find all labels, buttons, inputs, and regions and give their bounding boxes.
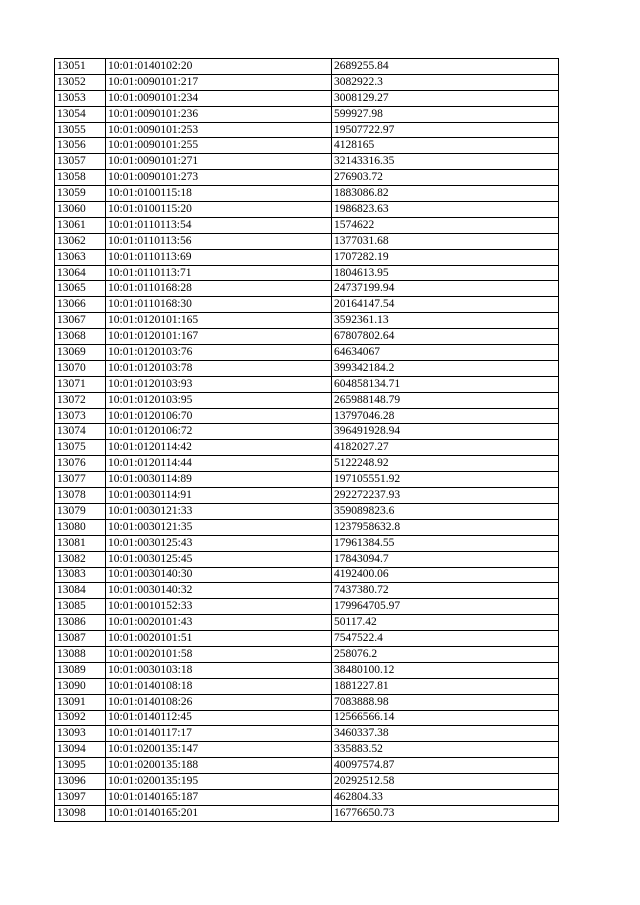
table-row xyxy=(55,646,559,662)
row-number-cell: 13067 xyxy=(55,313,106,329)
value-cell: 1377031.68 xyxy=(332,233,559,249)
value-cell: 1237958632.8 xyxy=(332,519,559,535)
row-number-cell: 13077 xyxy=(55,472,106,488)
row-number-cell: 13052 xyxy=(55,74,106,90)
row-number-cell: 13089 xyxy=(55,662,106,678)
table-row xyxy=(55,456,559,472)
value-cell: 64634067 xyxy=(332,345,559,361)
table-row xyxy=(55,217,559,233)
row-number-cell: 13071 xyxy=(55,376,106,392)
row-number-cell: 13082 xyxy=(55,551,106,567)
table-row xyxy=(55,249,559,265)
table-row xyxy=(55,345,559,361)
cadastral-number-cell: 10:01:0140112:45 xyxy=(106,710,332,726)
table-row xyxy=(55,519,559,535)
cadastral-number-cell: 10:01:0020101:51 xyxy=(106,631,332,647)
value-cell: 5122248.92 xyxy=(332,456,559,472)
table-row xyxy=(55,392,559,408)
table-row xyxy=(55,281,559,297)
cadastral-number-cell: 10:01:0110113:69 xyxy=(106,249,332,265)
value-cell: 4128165 xyxy=(332,138,559,154)
value-cell: 20164147.54 xyxy=(332,297,559,313)
row-number-cell: 13060 xyxy=(55,202,106,218)
cadastral-number-cell: 10:01:0030140:32 xyxy=(106,583,332,599)
value-cell: 7437380.72 xyxy=(332,583,559,599)
table-row xyxy=(55,154,559,170)
value-cell: 599927.98 xyxy=(332,106,559,122)
cadastral-number-cell: 10:01:0120103:76 xyxy=(106,345,332,361)
row-number-cell: 13088 xyxy=(55,646,106,662)
row-number-cell: 13090 xyxy=(55,678,106,694)
cadastral-number-cell: 10:01:0200135:188 xyxy=(106,758,332,774)
cadastral-number-cell: 10:01:0010152:33 xyxy=(106,599,332,615)
table-row xyxy=(55,551,559,567)
cadastral-number-cell: 10:01:0120103:95 xyxy=(106,392,332,408)
row-number-cell: 13074 xyxy=(55,424,106,440)
cadastral-number-cell: 10:01:0140102:20 xyxy=(106,59,332,75)
cadastral-number-cell: 10:01:0110168:30 xyxy=(106,297,332,313)
table-row xyxy=(55,662,559,678)
table-row xyxy=(55,789,559,805)
row-number-cell: 13068 xyxy=(55,329,106,345)
cadastral-number-cell: 10:01:0110113:71 xyxy=(106,265,332,281)
row-number-cell: 13065 xyxy=(55,281,106,297)
row-number-cell: 13072 xyxy=(55,392,106,408)
value-cell: 197105551.92 xyxy=(332,472,559,488)
cadastral-number-cell: 10:01:0120103:78 xyxy=(106,360,332,376)
row-number-cell: 13095 xyxy=(55,758,106,774)
table-row xyxy=(55,122,559,138)
row-number-cell: 13059 xyxy=(55,186,106,202)
value-cell: 3592361.13 xyxy=(332,313,559,329)
cadastral-number-cell: 10:01:0030121:35 xyxy=(106,519,332,535)
row-number-cell: 13062 xyxy=(55,233,106,249)
value-cell: 2689255.84 xyxy=(332,59,559,75)
table-row xyxy=(55,631,559,647)
cadastral-number-cell: 10:01:0090101:273 xyxy=(106,170,332,186)
row-number-cell: 13092 xyxy=(55,710,106,726)
value-cell: 179964705.97 xyxy=(332,599,559,615)
value-cell: 3460337.38 xyxy=(332,726,559,742)
cadastral-number-cell: 10:01:0200135:195 xyxy=(106,774,332,790)
row-number-cell: 13055 xyxy=(55,122,106,138)
cadastral-number-cell: 10:01:0100115:20 xyxy=(106,202,332,218)
row-number-cell: 13075 xyxy=(55,440,106,456)
value-cell: 4182027.27 xyxy=(332,440,559,456)
table-row xyxy=(55,106,559,122)
cadastral-value-table xyxy=(54,58,559,822)
value-cell: 1986823.63 xyxy=(332,202,559,218)
value-cell: 24737199.94 xyxy=(332,281,559,297)
row-number-cell: 13073 xyxy=(55,408,106,424)
value-cell: 17961384.55 xyxy=(332,535,559,551)
row-number-cell: 13097 xyxy=(55,789,106,805)
value-cell: 292272237.93 xyxy=(332,488,559,504)
value-cell: 7083888.98 xyxy=(332,694,559,710)
cadastral-number-cell: 10:01:0120114:42 xyxy=(106,440,332,456)
row-number-cell: 13096 xyxy=(55,774,106,790)
value-cell: 12566566.14 xyxy=(332,710,559,726)
cadastral-number-cell: 10:01:0090101:271 xyxy=(106,154,332,170)
value-cell: 4192400.06 xyxy=(332,567,559,583)
row-number-cell: 13066 xyxy=(55,297,106,313)
value-cell: 265988148.79 xyxy=(332,392,559,408)
cadastral-number-cell: 10:01:0090101:255 xyxy=(106,138,332,154)
cadastral-number-cell: 10:01:0030114:91 xyxy=(106,488,332,504)
cadastral-number-cell: 10:01:0140108:18 xyxy=(106,678,332,694)
value-cell: 13797046.28 xyxy=(332,408,559,424)
value-cell: 276903.72 xyxy=(332,170,559,186)
row-number-cell: 13091 xyxy=(55,694,106,710)
cadastral-number-cell: 10:01:0030121:33 xyxy=(106,503,332,519)
table-row xyxy=(55,90,559,106)
table-row xyxy=(55,488,559,504)
table-row xyxy=(55,408,559,424)
cadastral-number-cell: 10:01:0140165:201 xyxy=(106,805,332,821)
cadastral-number-cell: 10:01:0200135:147 xyxy=(106,742,332,758)
cadastral-number-cell: 10:01:0140108:26 xyxy=(106,694,332,710)
row-number-cell: 13086 xyxy=(55,615,106,631)
row-number-cell: 13063 xyxy=(55,249,106,265)
value-cell: 19507722.97 xyxy=(332,122,559,138)
value-cell: 462804.33 xyxy=(332,789,559,805)
value-cell: 399342184.2 xyxy=(332,360,559,376)
table-row xyxy=(55,376,559,392)
table-row xyxy=(55,535,559,551)
table-row xyxy=(55,472,559,488)
cadastral-number-cell: 10:01:0020101:43 xyxy=(106,615,332,631)
value-cell: 1707282.19 xyxy=(332,249,559,265)
cadastral-number-cell: 10:01:0110113:54 xyxy=(106,217,332,233)
table-row xyxy=(55,599,559,615)
table-row xyxy=(55,186,559,202)
row-number-cell: 13079 xyxy=(55,503,106,519)
value-cell: 40097574.87 xyxy=(332,758,559,774)
row-number-cell: 13053 xyxy=(55,90,106,106)
value-cell: 258076.2 xyxy=(332,646,559,662)
value-cell: 396491928.94 xyxy=(332,424,559,440)
cadastral-number-cell: 10:01:0100115:18 xyxy=(106,186,332,202)
table-row xyxy=(55,360,559,376)
cadastral-number-cell: 10:01:0110168:28 xyxy=(106,281,332,297)
value-cell: 1574622 xyxy=(332,217,559,233)
cadastral-number-cell: 10:01:0110113:56 xyxy=(106,233,332,249)
value-cell: 16776650.73 xyxy=(332,805,559,821)
table-row xyxy=(55,583,559,599)
value-cell: 359089823.6 xyxy=(332,503,559,519)
cadastral-number-cell: 10:01:0140117:17 xyxy=(106,726,332,742)
value-cell: 32143316.35 xyxy=(332,154,559,170)
table-row xyxy=(55,329,559,345)
row-number-cell: 13093 xyxy=(55,726,106,742)
table-row xyxy=(55,678,559,694)
table-row xyxy=(55,503,559,519)
table-row xyxy=(55,313,559,329)
row-number-cell: 13081 xyxy=(55,535,106,551)
value-cell: 3082922.3 xyxy=(332,74,559,90)
table-row xyxy=(55,202,559,218)
row-number-cell: 13057 xyxy=(55,154,106,170)
cadastral-number-cell: 10:01:0030114:89 xyxy=(106,472,332,488)
cadastral-number-cell: 10:01:0120101:165 xyxy=(106,313,332,329)
value-cell: 1804613.95 xyxy=(332,265,559,281)
row-number-cell: 13056 xyxy=(55,138,106,154)
value-cell: 3008129.27 xyxy=(332,90,559,106)
row-number-cell: 13076 xyxy=(55,456,106,472)
table-row xyxy=(55,170,559,186)
value-cell: 7547522.4 xyxy=(332,631,559,647)
table-row xyxy=(55,297,559,313)
table-row xyxy=(55,726,559,742)
table-row xyxy=(55,694,559,710)
cadastral-number-cell: 10:01:0140165:187 xyxy=(106,789,332,805)
value-cell: 20292512.58 xyxy=(332,774,559,790)
cadastral-number-cell: 10:01:0120114:44 xyxy=(106,456,332,472)
table-row xyxy=(55,567,559,583)
value-cell: 17843094.7 xyxy=(332,551,559,567)
row-number-cell: 13069 xyxy=(55,345,106,361)
row-number-cell: 13087 xyxy=(55,631,106,647)
cadastral-number-cell: 10:01:0120103:93 xyxy=(106,376,332,392)
table-row xyxy=(55,774,559,790)
value-cell: 38480100.12 xyxy=(332,662,559,678)
table-row xyxy=(55,59,559,75)
row-number-cell: 13080 xyxy=(55,519,106,535)
value-cell: 50117.42 xyxy=(332,615,559,631)
value-cell: 604858134.71 xyxy=(332,376,559,392)
row-number-cell: 13094 xyxy=(55,742,106,758)
row-number-cell: 13061 xyxy=(55,217,106,233)
row-number-cell: 13078 xyxy=(55,488,106,504)
table-row xyxy=(55,138,559,154)
value-cell: 335883.52 xyxy=(332,742,559,758)
row-number-cell: 13098 xyxy=(55,805,106,821)
row-number-cell: 13064 xyxy=(55,265,106,281)
cadastral-number-cell: 10:01:0120101:167 xyxy=(106,329,332,345)
cadastral-number-cell: 10:01:0030140:30 xyxy=(106,567,332,583)
row-number-cell: 13085 xyxy=(55,599,106,615)
table-row xyxy=(55,424,559,440)
cadastral-number-cell: 10:01:0030125:45 xyxy=(106,551,332,567)
table-row xyxy=(55,805,559,821)
row-number-cell: 13070 xyxy=(55,360,106,376)
table-body xyxy=(55,59,559,822)
row-number-cell: 13054 xyxy=(55,106,106,122)
row-number-cell: 13084 xyxy=(55,583,106,599)
cadastral-number-cell: 10:01:0090101:236 xyxy=(106,106,332,122)
table-row xyxy=(55,742,559,758)
cadastral-number-cell: 10:01:0030103:18 xyxy=(106,662,332,678)
table-row xyxy=(55,233,559,249)
table-row xyxy=(55,74,559,90)
value-cell: 67807802.64 xyxy=(332,329,559,345)
cadastral-number-cell: 10:01:0090101:217 xyxy=(106,74,332,90)
cadastral-number-cell: 10:01:0090101:253 xyxy=(106,122,332,138)
cadastral-number-cell: 10:01:0090101:234 xyxy=(106,90,332,106)
table-row xyxy=(55,440,559,456)
row-number-cell: 13083 xyxy=(55,567,106,583)
value-cell: 1883086.82 xyxy=(332,186,559,202)
row-number-cell: 13058 xyxy=(55,170,106,186)
table-row xyxy=(55,758,559,774)
cadastral-number-cell: 10:01:0020101:58 xyxy=(106,646,332,662)
value-cell: 1881227.81 xyxy=(332,678,559,694)
cadastral-number-cell: 10:01:0120106:70 xyxy=(106,408,332,424)
cadastral-number-cell: 10:01:0120106:72 xyxy=(106,424,332,440)
row-number-cell: 13051 xyxy=(55,59,106,75)
cadastral-number-cell: 10:01:0030125:43 xyxy=(106,535,332,551)
table-row xyxy=(55,615,559,631)
table-row xyxy=(55,265,559,281)
table-row xyxy=(55,710,559,726)
